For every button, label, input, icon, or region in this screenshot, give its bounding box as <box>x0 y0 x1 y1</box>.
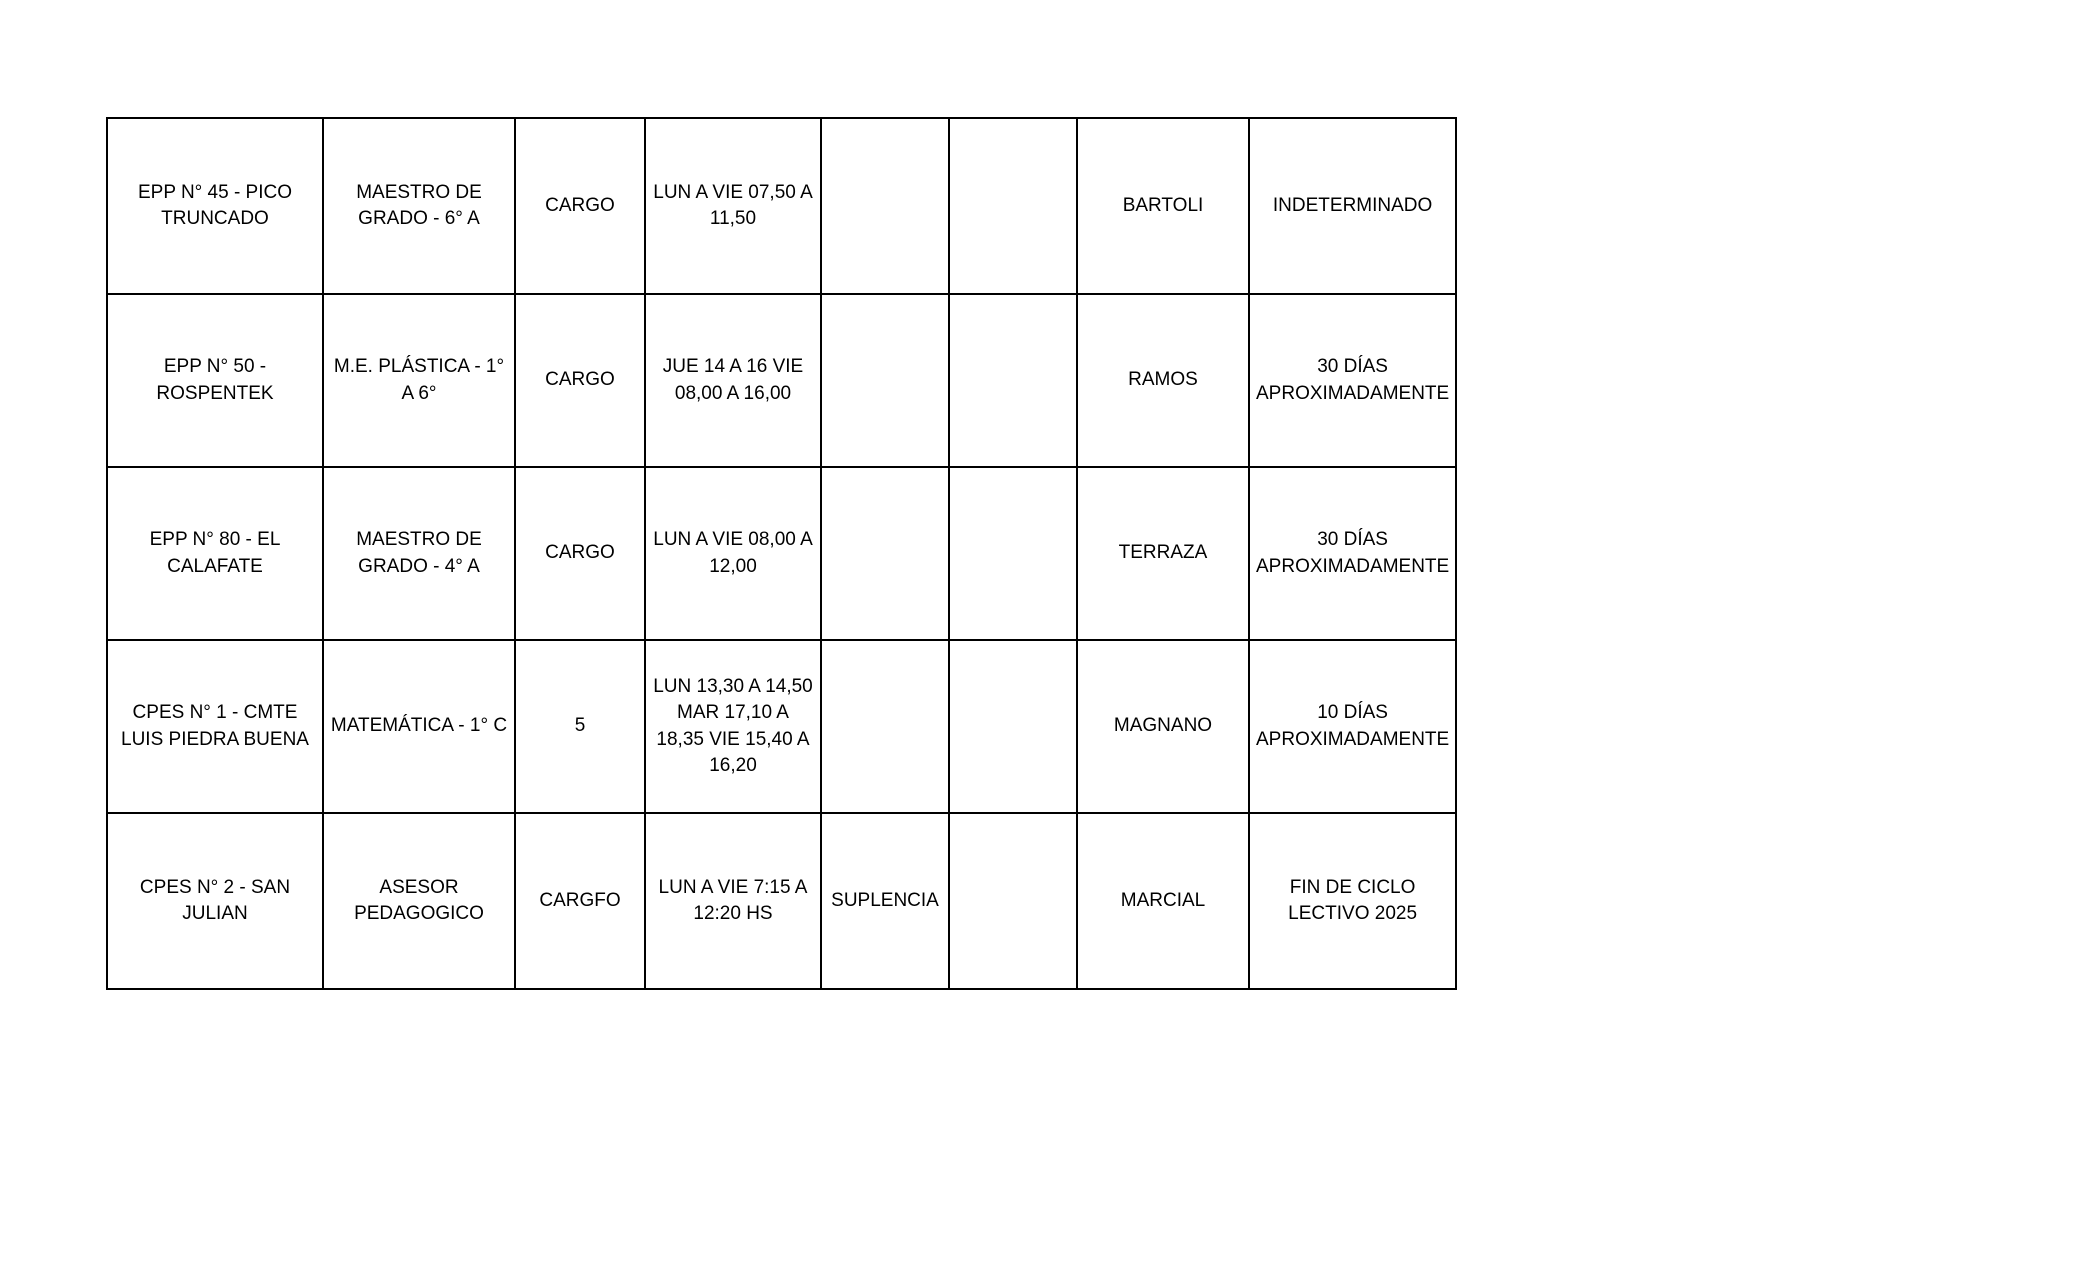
cell-horas: CARGFO <box>515 813 645 989</box>
cell-establecimiento: CPES N° 1 - CMTE LUIS PIEDRA BUENA <box>107 640 323 813</box>
cell-cargo-asignatura: MAESTRO DE GRADO - 4° A <box>323 467 515 640</box>
cell-duracion: 30 DÍAS APROXIMADAMENTE <box>1249 467 1456 640</box>
cell-horario: LUN A VIE 08,00 A 12,00 <box>645 467 821 640</box>
cell-establecimiento: CPES N° 2 - SAN JULIAN <box>107 813 323 989</box>
cell-duracion: 10 DÍAS APROXIMADAMENTE <box>1249 640 1456 813</box>
cell-vacante <box>949 118 1077 294</box>
cell-tipo <box>821 640 949 813</box>
cell-vacante <box>949 640 1077 813</box>
cell-vacante <box>949 813 1077 989</box>
cell-vacante <box>949 467 1077 640</box>
cell-apellido: RAMOS <box>1077 294 1249 467</box>
cell-horario: LUN 13,30 A 14,50 MAR 17,10 A 18,35 VIE 15,40 A 16,20 <box>645 640 821 813</box>
cell-cargo-asignatura: M.E. PLÁSTICA - 1° A 6° <box>323 294 515 467</box>
cell-tipo <box>821 294 949 467</box>
cell-horas: 5 <box>515 640 645 813</box>
cell-duracion: 30 DÍAS APROXIMADAMENTE <box>1249 294 1456 467</box>
table-row <box>107 640 1456 813</box>
cell-establecimiento: EPP N° 50 - ROSPENTEK <box>107 294 323 467</box>
cell-duracion: INDETERMINADO <box>1249 118 1456 294</box>
table-body <box>107 118 1456 989</box>
cell-horas: CARGO <box>515 467 645 640</box>
listings-table-container <box>106 117 1457 990</box>
listings-table <box>106 117 1457 990</box>
cell-apellido: MAGNANO <box>1077 640 1249 813</box>
cell-cargo-asignatura: MAESTRO DE GRADO - 6° A <box>323 118 515 294</box>
cell-establecimiento: EPP N° 45 - PICO TRUNCADO <box>107 118 323 294</box>
cell-apellido: BARTOLI <box>1077 118 1249 294</box>
cell-cargo-asignatura: ASESOR PEDAGOGICO <box>323 813 515 989</box>
cell-cargo-asignatura: MATEMÁTICA - 1° C <box>323 640 515 813</box>
cell-tipo <box>821 118 949 294</box>
table-row <box>107 294 1456 467</box>
cell-duracion: FIN DE CICLO LECTIVO 2025 <box>1249 813 1456 989</box>
cell-horas: CARGO <box>515 118 645 294</box>
cell-apellido: TERRAZA <box>1077 467 1249 640</box>
table-row <box>107 467 1456 640</box>
cell-tipo <box>821 467 949 640</box>
cell-vacante <box>949 294 1077 467</box>
cell-horario: LUN A VIE 7:15 A 12:20 HS <box>645 813 821 989</box>
cell-tipo: SUPLENCIA <box>821 813 949 989</box>
table-row <box>107 118 1456 294</box>
cell-horas: CARGO <box>515 294 645 467</box>
cell-establecimiento: EPP N° 80 - EL CALAFATE <box>107 467 323 640</box>
cell-horario: JUE 14 A 16 VIE 08,00 A 16,00 <box>645 294 821 467</box>
cell-horario: LUN A VIE 07,50 A 11,50 <box>645 118 821 294</box>
table-row <box>107 813 1456 989</box>
cell-apellido: MARCIAL <box>1077 813 1249 989</box>
